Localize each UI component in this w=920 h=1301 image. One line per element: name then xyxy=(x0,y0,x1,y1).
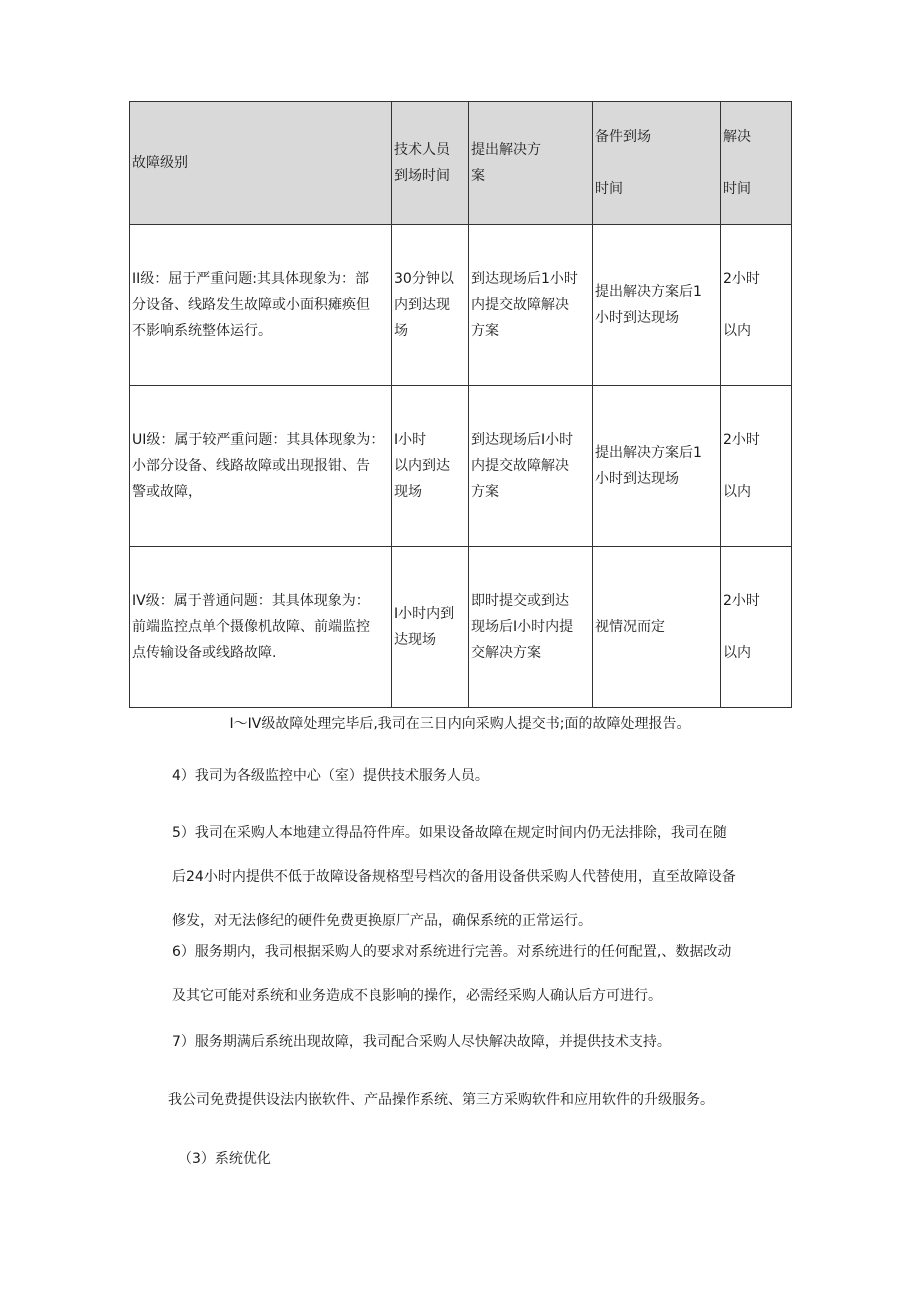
section-heading-optimization: （3）系统优化 xyxy=(178,1151,271,1167)
table-cell: I小时内到 达现场 xyxy=(392,547,469,708)
table-cell: 2小时 以内 xyxy=(721,547,792,708)
table-cell: 即时提交或到达 现场后I小时内提 交解决方案 xyxy=(469,547,593,708)
header-resolve-time: 解决 时间 xyxy=(721,102,792,225)
table-cell: 提出解决方案后1 小时到达现场 xyxy=(593,225,721,386)
paragraph-upgrade: 我公司免费提供设法内嵌软件、产品操作系统、第三方采购软件和应用软件的升级服务。 xyxy=(168,1092,714,1108)
table-cell: UI级：属于较严重问题：其具体现象为： 小部分设备、线路故障或出现报钳、告 警或故障， xyxy=(130,386,392,547)
table-cell: II级：屈于严重问题:其具体现象为：部 分设备、线路发生故障或小面积瘫痪但 不影响系统整体运行。 xyxy=(130,225,392,386)
table-cell: IV级：属于普通问题：其具体现象为： 前端监控点单个摄像机故障、前端监控 点传输设备或线路故障. xyxy=(130,547,392,708)
table-row xyxy=(130,225,792,386)
paragraph-6: 6）服务期内，我司根据采购人的要求对系统进行完善。对系统进行的任何配置,、数据改动 及其它可能对系统和业务造成不良影响的操作，必需经采购人确认后方可进行。 xyxy=(172,944,732,1004)
table-cell: 提出解决方案后1 小时到达现场 xyxy=(593,386,721,547)
header-fault-level: 故障级别 xyxy=(130,102,392,225)
table-cell: I小时 以内到达 现场 xyxy=(392,386,469,547)
header-tech-arrival: 技术人员 到场时间 xyxy=(392,102,469,225)
paragraph-7: 7）服务期满后系统出现故障，我司配合采购人尽快解决故障，并提供技术支持。 xyxy=(172,1034,671,1050)
table-cell: 到达现场后1小时 内提交故障解决 方案 xyxy=(469,225,593,386)
table-cell: 到达现场后I小时 内提交故障解决 方案 xyxy=(469,386,593,547)
table-row xyxy=(130,547,792,708)
table-cell: 2小时 以内 xyxy=(721,225,792,386)
table-footnote: I〜IV级故障处理完毕后,我司在三日内向采购人提交书;面的故障处理报告。 xyxy=(229,716,691,732)
table-cell: 视情况而定 xyxy=(593,547,721,708)
table-cell: 2小时 以内 xyxy=(721,386,792,547)
fault-level-table xyxy=(129,101,792,708)
header-parts-arrival: 备件到场 时间 xyxy=(593,102,721,225)
table-row xyxy=(130,386,792,547)
table-cell: 30分钟以 内到达现 场 xyxy=(392,225,469,386)
paragraph-4: 4）我司为各级监控中心（室）提供技术服务人员。 xyxy=(172,768,489,784)
paragraph-5: 5）我司在采购人本地建立得品符件库。如果设备故障在规定时间内仍无法排除，我司在随 后24小时内提供不低于故障设备规格型号档次的备用设备供采购人代替使用，直至故障设备 修发，对无法修纪的硬件免费更换原厂产品，确保系统的正常运行。 xyxy=(172,825,736,929)
table-header-row xyxy=(130,102,792,225)
header-solution: 提出解决方 案 xyxy=(469,102,593,225)
